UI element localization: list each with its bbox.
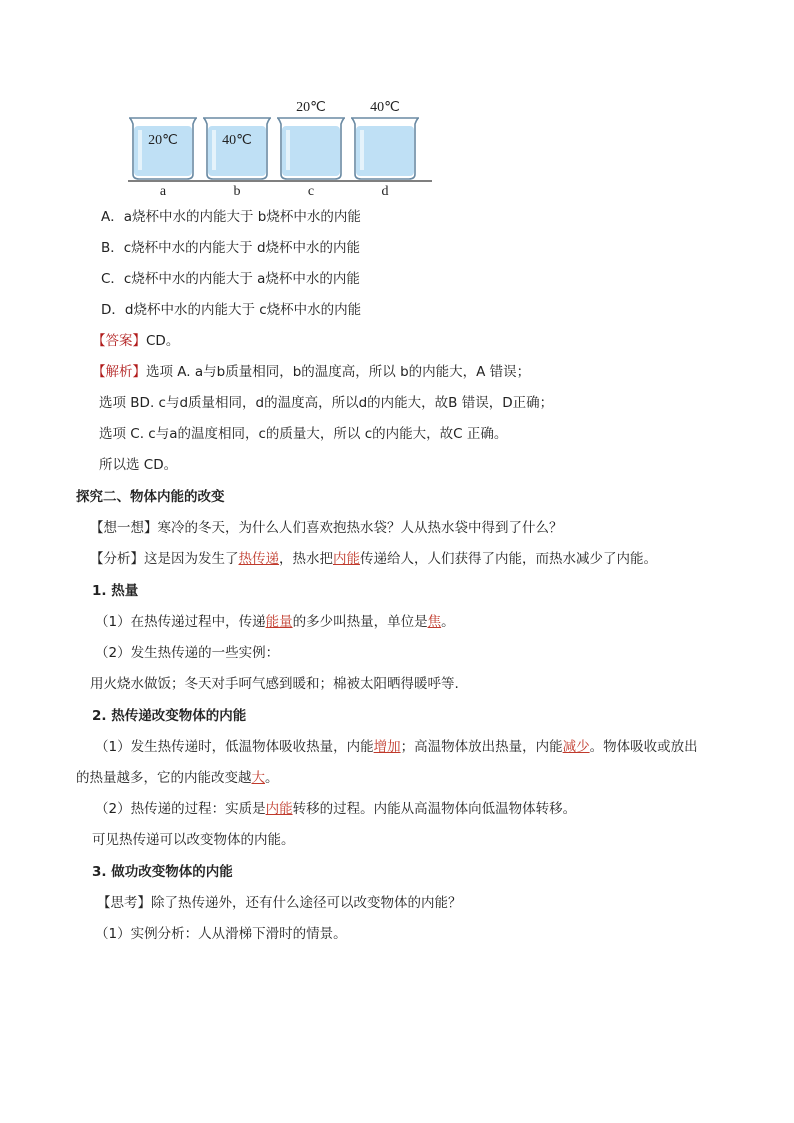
- beaker-highlight: [212, 130, 216, 170]
- keyword-heat-transfer: 热传递: [238, 551, 279, 567]
- beaker-highlight: [138, 130, 142, 170]
- beaker-b: [203, 118, 271, 196]
- consider-paragraph: 【思考】除了热传递外，还有什么途径可以改变物体的内能？: [97, 895, 462, 911]
- answer-value: CD。: [146, 333, 180, 349]
- heat-examples: 用火烧水做饭；冬天对手呵气感到暖和；棉被太阳晒得暖呼等.: [90, 676, 459, 692]
- keyword-energy: 能量: [265, 614, 293, 630]
- option-d: D．d烧杯中水的内能大于 c烧杯中水的内能: [101, 302, 362, 318]
- keyword-internal-energy-2: 内能: [265, 801, 293, 817]
- beaker-c: [277, 100, 345, 196]
- analysis-line-4: 所以选 CD。: [99, 457, 178, 473]
- heat-definition: （1）在热传递过程中，传递能量的多少叫热量，单位是焦。: [95, 614, 455, 630]
- keyword-internal-energy: 内能: [333, 551, 360, 567]
- beaker-a: [129, 118, 197, 196]
- beaker-highlight: [286, 130, 290, 170]
- analysis-label: 【解析】: [92, 364, 146, 380]
- consider-label: 【思考】: [97, 895, 151, 911]
- beaker-highlight: [360, 130, 364, 170]
- analyze-paragraph: 【分析】这是因为发生了热传递，热水把内能传递给人，人们获得了内能，而热水减少了内能。: [90, 551, 657, 567]
- keyword-decrease: 减少: [562, 739, 590, 755]
- beaker-top-temp: 20℃: [296, 100, 326, 115]
- keyword-large: 大: [251, 770, 265, 786]
- analysis-line-3: 选项 C. c与a的温度相同，c的质量大，所以 c的内能大，故C 正确。: [99, 426, 508, 442]
- option-a: A．a烧杯中水的内能大于 b烧杯中水的内能: [101, 209, 361, 225]
- beaker-figure: [128, 96, 434, 196]
- example-analysis: （1）实例分析：人从滑梯下滑时的情景。: [95, 926, 347, 942]
- keyword-joule: 焦: [427, 614, 442, 630]
- beaker-label: c: [307, 184, 315, 196]
- beaker-inner-temp: 20℃: [148, 133, 178, 148]
- heading-heat: 1. 热量: [92, 583, 139, 599]
- analysis-line-2: 选项 BD. c与d质量相同，d的温度高，所以d的内能大，故B 错误，D正确；: [99, 395, 554, 411]
- answer-label: 【答案】: [92, 333, 146, 349]
- heat-transfer-p1-line1: （1）发生热传递时，低温物体吸收热量，内能增加；高温物体放出热量，内能减少。物体吸收或放出: [95, 739, 698, 755]
- think-paragraph: 【想一想】寒冷的冬天，为什么人们喜欢抱热水袋？人从热水袋中得到了什么？: [90, 520, 563, 536]
- think-label: 【想一想】: [90, 520, 158, 536]
- beaker-water: [356, 126, 414, 176]
- analysis-line-1: 【解析】选项 A. a与b质量相同，b的温度高，所以 b的内能大，A 错误；: [92, 364, 531, 380]
- beaker-d: [351, 100, 419, 196]
- beaker-label: b: [233, 184, 241, 196]
- beaker-inner-temp: 40℃: [222, 133, 252, 148]
- heading-work: 3. 做功改变物体的内能: [92, 864, 233, 880]
- heat-transfer-p2: （2）热传递的过程：实质是内能转移的过程。内能从高温物体向低温物体转移。: [95, 801, 577, 817]
- heat-transfer-p1-line2: 的热量越多，它的内能改变越大。: [76, 770, 279, 786]
- option-c: C．c烧杯中水的内能大于 a烧杯中水的内能: [101, 271, 360, 287]
- keyword-increase: 增加: [373, 739, 401, 755]
- heading-heat-transfer: 2. 热传递改变物体的内能: [92, 708, 247, 724]
- option-b: B．c烧杯中水的内能大于 d烧杯中水的内能: [101, 240, 361, 256]
- beaker-top-temp: 40℃: [370, 100, 400, 115]
- heat-examples-intro: （2）发生热传递的一些实例：: [95, 645, 280, 661]
- beaker-label: a: [159, 184, 167, 196]
- beaker-water: [282, 126, 340, 176]
- answer: [92, 331, 732, 351]
- section-title: 探究二、物体内能的改变: [76, 489, 225, 505]
- heat-transfer-conclusion: 可见热传递可以改变物体的内能。: [92, 832, 295, 848]
- beaker-label: d: [381, 184, 389, 196]
